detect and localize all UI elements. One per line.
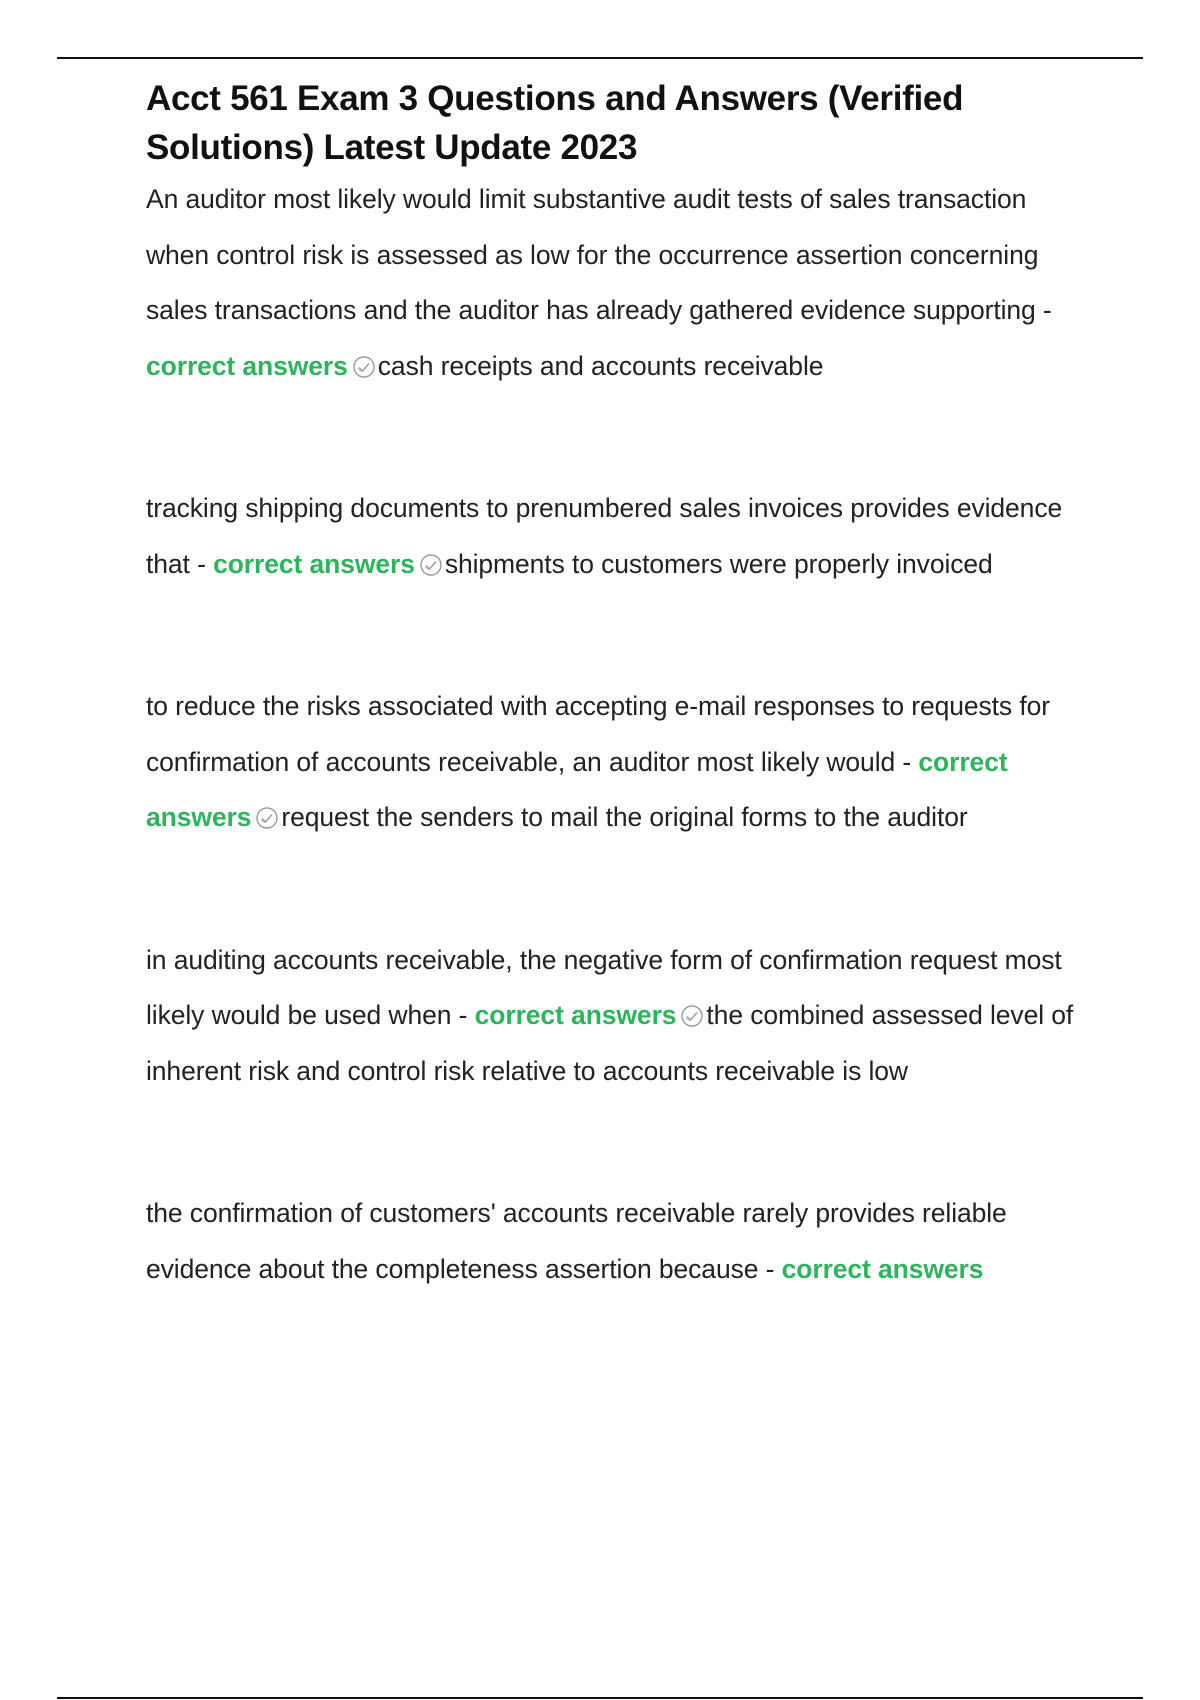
qa-item-5 [146, 1186, 1091, 1297]
question-text: the confirmation of customers' accounts receivable rarely provides reliable evidence about the completeness assertion because - [146, 1198, 1007, 1284]
question-text: to reduce the risks associated with accepting e-mail responses to requests for confirmation of accounts receivable, an auditor most likely would - [146, 691, 1050, 777]
question-text: An auditor most likely would limit substantive audit tests of sales transaction when control risk is assessed as low for the occurrence assertion concerning sales transactions and the auditor has already gathered evidence supporting - [146, 184, 1052, 325]
qa-item-3 [146, 679, 1091, 846]
document-body [146, 74, 1091, 1297]
check-circle-icon [352, 355, 376, 379]
bottom-rule [57, 1697, 1143, 1699]
correct-answers-label: correct answers [781, 1253, 984, 1284]
top-rule [57, 57, 1143, 59]
answer-text: request the senders to mail the original forms to the auditor [281, 802, 968, 832]
check-circle-icon [680, 1004, 704, 1028]
correct-answers-label: correct answers [146, 746, 1008, 832]
check-circle-icon [419, 553, 443, 577]
qa-item-1 [146, 172, 1091, 394]
qa-item-2 [146, 481, 1091, 592]
question-text: tracking shipping documents to prenumbered sales invoices provides evidence that - [146, 493, 1063, 579]
correct-answers-label: correct answers [146, 350, 348, 381]
answer-text: shipments to customers were properly invoiced [444, 548, 993, 579]
question-text: in auditing accounts receivable, the negative form of confirmation request most likely would be used when - [146, 944, 1062, 1030]
check-circle-icon [255, 806, 279, 830]
correct-answers-label: correct answers [474, 1000, 677, 1030]
qa-item-4 [146, 933, 1091, 1100]
answer-text: cash receipts and accounts receivable [377, 350, 824, 381]
document-title: Acct 561 Exam 3 Questions and Answers (Verified Solutions) Latest Update 2023 [146, 79, 964, 167]
answer-text: the combined assessed level of inherent risk and control risk relative to accounts receivable is low [146, 1000, 1074, 1086]
correct-answers-label: correct answers [213, 548, 415, 579]
